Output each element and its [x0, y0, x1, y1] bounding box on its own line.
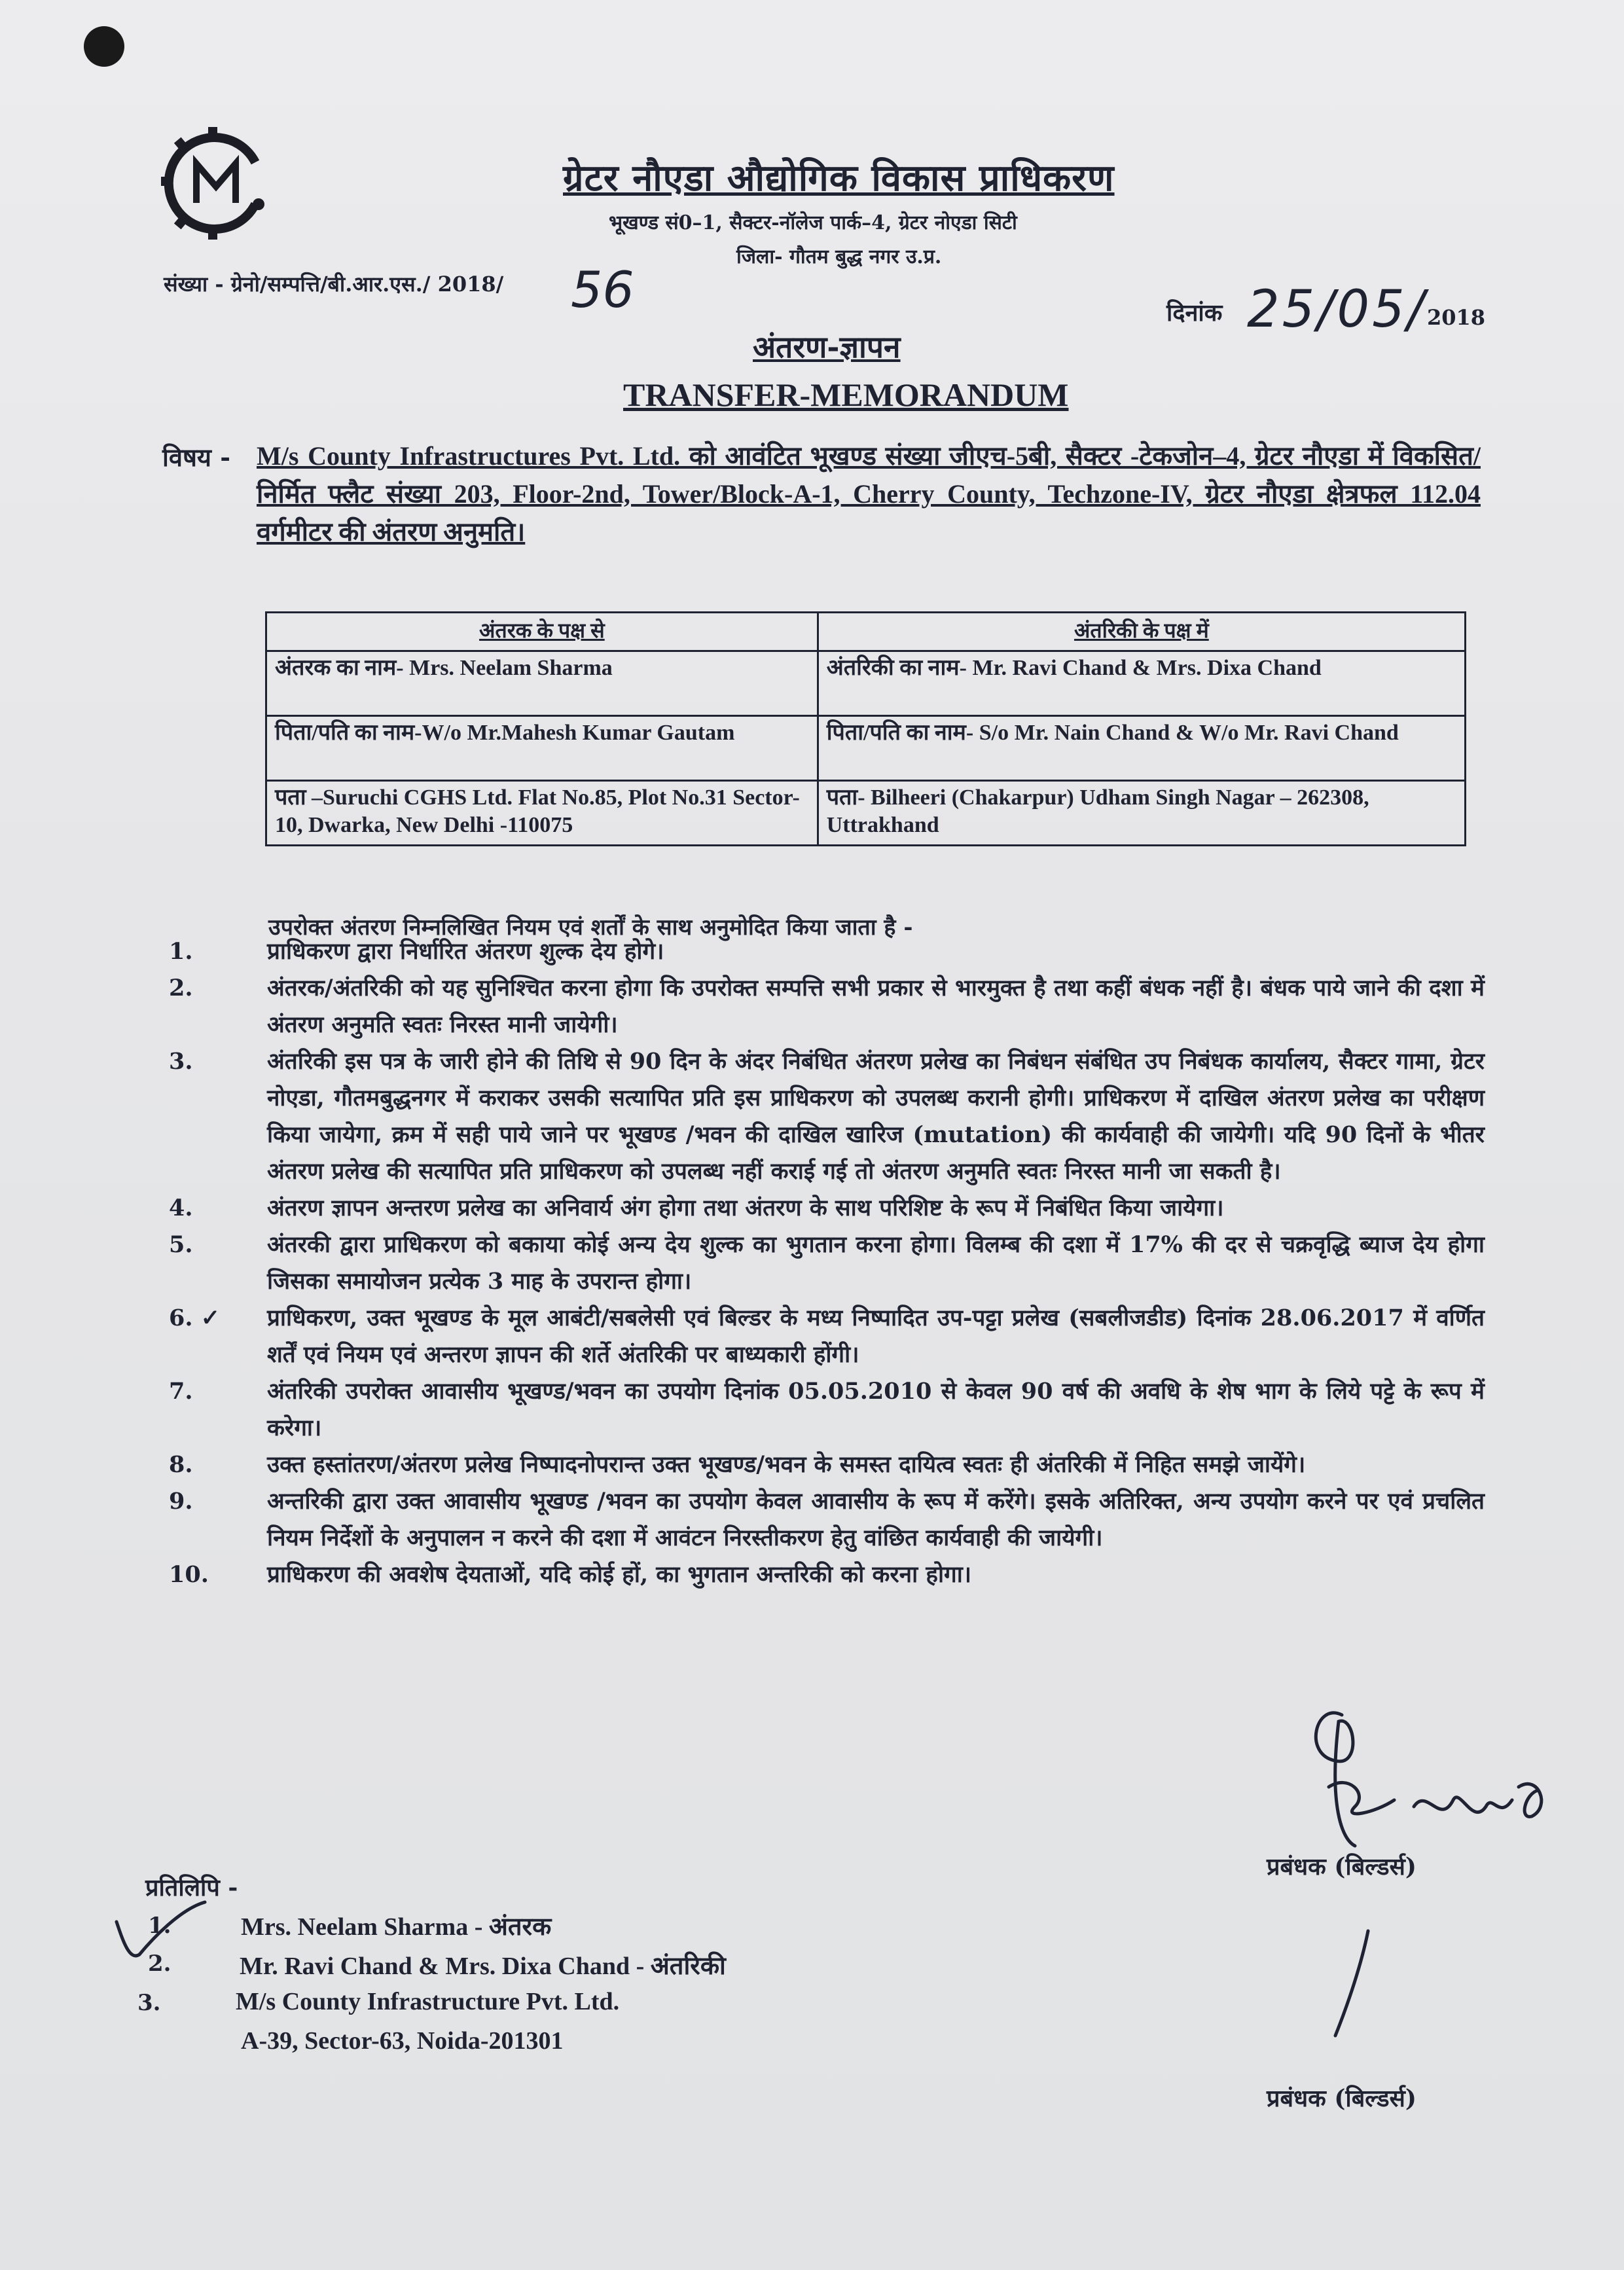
table-row	[266, 716, 1466, 781]
parties-table	[265, 611, 1466, 846]
transferee-address: पता- Bilheeri (Chakarpur) Udham Singh Nagar – 262308, Uttrakhand	[818, 781, 1465, 846]
transferor-header: अंतरक के पक्ष से	[266, 613, 818, 651]
term-number: 6. ✓	[169, 1305, 221, 1331]
punch-hole	[84, 26, 124, 67]
signatory-title: प्रबंधक (बिल्डर्स)	[1267, 1853, 1416, 1881]
term-number: 9.	[169, 1488, 193, 1515]
term-number: 7.	[169, 1378, 193, 1405]
term-text: अंतरिकी उपरोक्त आवासीय भूखण्ड/भवन का उपयोग दिनांक 05.05.2010 से केवल 90 वर्ष की अवधि के शेष भाग के लिये पट्टे के रूप में करेगा।	[267, 1378, 1485, 1441]
term-number: 10.	[169, 1561, 209, 1588]
term-text: अंतरण ज्ञापन अन्तरण प्रलेख का अनिवार्य अंग होगा तथा अंतरण के साथ परिशिष्ट के रूप में निबंधित किया जायेगा।	[267, 1195, 1224, 1221]
term-text: अंतरिकी इस पत्र के जारी होने की तिथि से 90 दिन के अंदर निबंधित अंतरण प्रलेख का निबंधन संबंधित उप निबंधक कार्यालय, सैक्टर गामा, ग्रेटर नोएडा, गौतमबुद्धनगर में कराकर उसकी सत्यापित प्रति इस प्राधिकरण को उपलब्ध करानी होगी। प्राधिकरण में दाखिल अंतरण प्रलेख का परीक्षण किया जायेगा, क्रम में सही पाये जाने पर भूखण्ड /भवन की दाखिल खारिज (mutation) की कार्यवाही की जायेगी। यदि 90 दिनों के भीतर अंतरण प्रलेख की सत्यापित प्रति प्राधिकरण को उपलब्ध नहीं कराई गई तो अंतरण अनुमति स्वतः निरस्त मानी जा सकती है।	[267, 1048, 1485, 1185]
reference-label: संख्या - ग्रेनो/सम्पत्ति/बी.आर.एस./ 2018/	[164, 272, 504, 297]
list-item	[169, 1300, 1485, 1373]
term-text: प्राधिकरण द्वारा निर्धारित अंतरण शुल्क देय होगे।	[267, 938, 664, 965]
transferee-header: अंतरिकी के पक्ष में	[818, 613, 1465, 651]
transferor-relation: पिता/पति का नाम-W/o Mr.Mahesh Kumar Gautam	[266, 716, 818, 781]
list-item	[169, 1227, 1485, 1300]
term-text: उक्त हस्तांतरण/अंतरण प्रलेख निष्पादनोपरान्त उक्त भूखण्ड/भवन के समस्त दायित्व स्वतः ही अंतरिकी में निहित समझे जायेंगे।	[267, 1451, 1306, 1478]
copy-to-label: प्रतिलिपि -	[145, 1874, 238, 1901]
copy-recipient: M/s County Infrastructure Pvt. Ltd.	[236, 1988, 620, 2015]
list-item	[169, 970, 1485, 1043]
list-item	[169, 1373, 1485, 1447]
memo-title-hindi: अंतरण-ज्ञापन	[753, 329, 901, 365]
authority-logo	[157, 124, 275, 242]
term-text: अंतरक/अंतरिकी को यह सुनिश्चित करना होगा कि उपरोक्त सम्पत्ति सभी प्रकार से भारमुक्त है तथा कहीं बंधक नहीं है। बंधक पाये जाने की दशा में अंतरण अनुमति स्वतः निरस्त मानी जायेगी।	[267, 975, 1485, 1038]
date-year: 2018	[1427, 305, 1486, 330]
transferor-address: पता –Suruchi CGHS Ltd. Flat No.85, Plot No.31 Sector-10, Dwarka, New Delhi -110075	[266, 781, 818, 846]
org-address-line2: जिला- गौतम बुद्ध नगर उ.प्र.	[736, 245, 942, 268]
copy-number: 2.	[148, 1951, 171, 1977]
term-number: 5.	[169, 1231, 193, 1258]
signatory-title-bottom: प्रबंधक (बिल्डर्स)	[1267, 2085, 1416, 2112]
list-item	[169, 1447, 1485, 1483]
term-number: 8.	[169, 1451, 193, 1478]
copy-recipient: Mr. Ravi Chand & Mrs. Dixa Chand - अंतरिकी	[240, 1953, 726, 1980]
transferor-name: अंतरक का नाम- Mrs. Neelam Sharma	[266, 651, 818, 716]
term-text: अन्तरिकी द्वारा उक्त आवासीय भूखण्ड /भवन का उपयोग केवल आवासीय के रूप में करेंगे। इसके अतिरिक्त, अन्य उपयोग करने पर एवं प्रचलित नियम निर्देशों के अनुपालन न करने की दशा में आवंटन निरस्तीकरण हेतु वांछित कार्यवाही की जायेगी।	[267, 1488, 1485, 1551]
list-item	[169, 1043, 1485, 1190]
list-item	[169, 933, 1485, 970]
transferee-relation: पिता/पति का नाम- S/o Mr. Nain Chand & W/o Mr. Ravi Chand	[818, 716, 1465, 781]
term-text: अंतरकी द्वारा प्राधिकरण को बकाया कोई अन्य देय शुल्क का भुगतान करना होगा। विलम्ब की दशा में 17% की दर से चक्रवृद्धि ब्याज देय होगा जिसका समायोजन प्रत्येक 3 माह के उपरान्त होगा।	[267, 1231, 1485, 1295]
reference-number: 56	[571, 261, 634, 319]
org-title: ग्रेटर नौएडा औद्योगिक विकास प्राधिकरण	[563, 156, 1115, 200]
table-row	[266, 651, 1466, 716]
table-row	[266, 781, 1466, 846]
memo-title-english: TRANSFER-MEMORANDUM	[623, 376, 1069, 413]
subject-text: M/s County Infrastructures Pvt. Ltd. को आवंटित भूखण्ड संख्या जीएच-5बी, सैक्टर -टेकजोन–4, ग्रेटर नौएडा में विकसित/निर्मित फ्लैट संख्या 203, Floor-2nd, Tower/Block-A-1, Cherry County, Techzone-IV, ग्रेटर नौएडा क्षेत्रफल 112.04 वर्गमीटर की अंतरण अनुमति।	[257, 441, 1481, 547]
term-number: 3.	[169, 1048, 193, 1075]
subject-label: विषय -	[162, 442, 230, 472]
copy-number: 3.	[137, 1990, 161, 2016]
list-item	[169, 1483, 1485, 1557]
date-handwritten: 25/05/	[1247, 280, 1428, 339]
terms-list	[169, 933, 1485, 1593]
term-number: 2.	[169, 975, 193, 1001]
copy-recipient: Mrs. Neelam Sharma - अंतरक	[241, 1913, 552, 1941]
term-number: 4.	[169, 1195, 193, 1221]
term-text: प्राधिकरण की अवशेष देयताओं, यदि कोई हों, का भुगतान अन्तरिकी को करना होगा।	[267, 1561, 972, 1588]
term-text: प्राधिकरण, उक्त भूखण्ड के मूल आबंटी/सबलेसी एवं बिल्डर के मध्य निष्पादित उप-पट्टा प्रलेख (सबलीजडीड) दिनांक 28.06.2017 में वर्णित शर्तें एवं नियम एवं अन्तरण ज्ञापन की शर्ते अंतरिकी पर बाध्यकारी होंगी।	[267, 1305, 1485, 1368]
date-label: दिनांक	[1166, 299, 1223, 327]
copy-recipient-address: A-39, Sector-63, Noida-201301	[241, 2027, 564, 2055]
terms-intro: उपरोक्त अंतरण निम्नलिखित नियम एवं शर्तों के साथ अनुमोदित किया जाता है -	[268, 914, 913, 941]
transferee-name: अंतरिकी का नाम- Mr. Ravi Chand & Mrs. Dixa Chand	[818, 651, 1465, 716]
list-item	[169, 1190, 1485, 1227]
term-number: 1.	[169, 938, 193, 965]
copy-number: 1.	[148, 1913, 171, 1939]
list-item	[169, 1557, 1485, 1593]
org-address-line1: भूखण्ड सं0–1, सैक्टर-नॉलेज पार्क–4, ग्रेटर नोएडा सिटी	[609, 211, 1017, 234]
pen-stroke	[1322, 1924, 1381, 2042]
